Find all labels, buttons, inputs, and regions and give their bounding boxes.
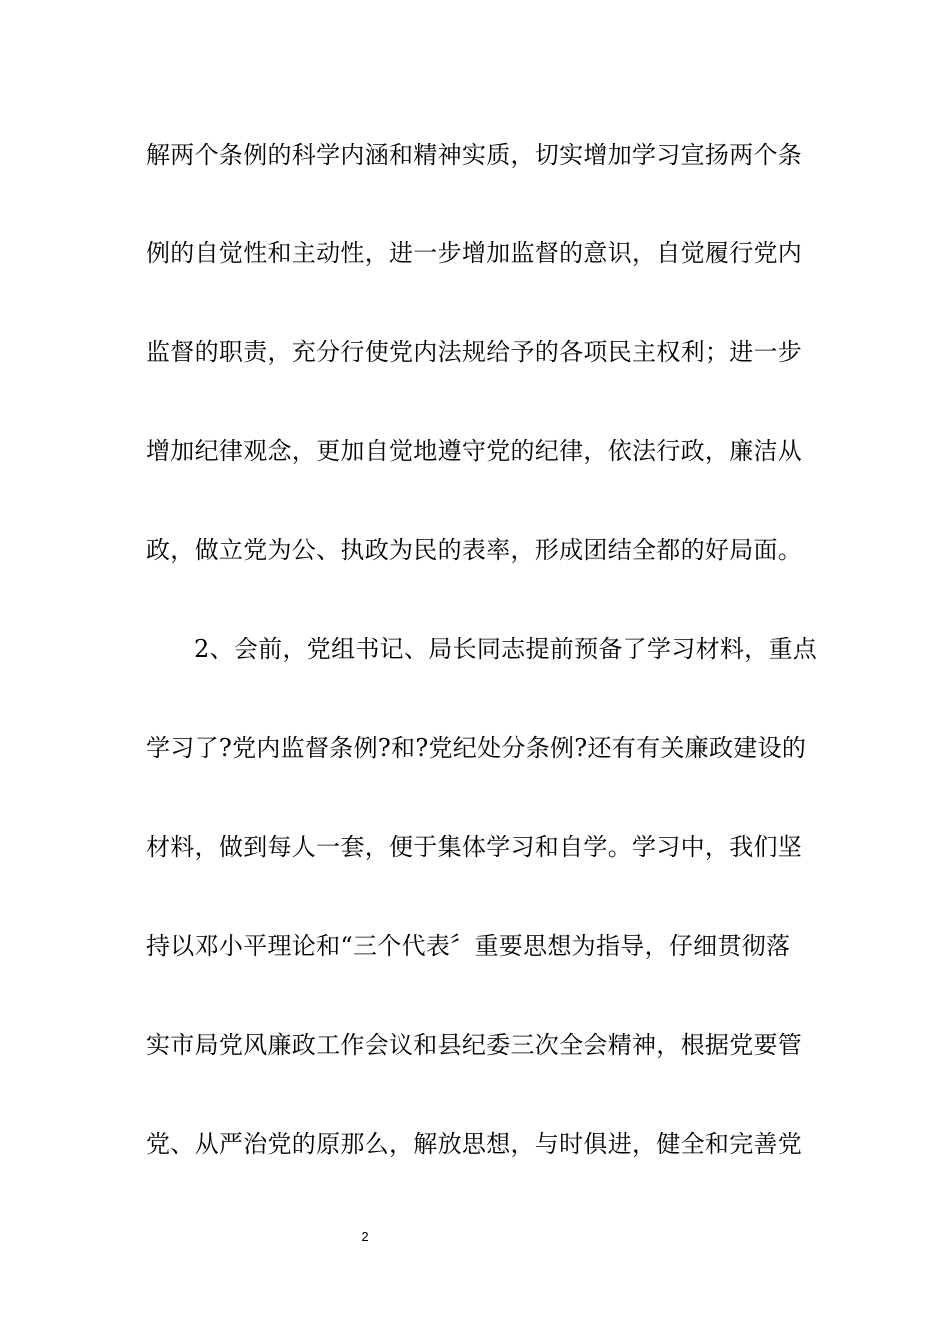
text-line: 党、从严治党的原那么，解放思想，与时俱进，健全和完善党 [146,1130,803,1158]
text-line: 材料，做到每人一套，便于集体学习和自学。学习中，我们坚 [146,833,803,861]
text-line: 实市局党风廉政工作会议和县纪委三次全会精神，根据党要管 [146,1031,803,1059]
page-number: 2 [361,1229,369,1244]
text-line: 解两个条例的科学内涵和精神实质，切实增加学习宣扬两个条 [146,141,803,169]
text-line: 增加纪律观念，更加自觉地遵守党的纪律，依法行政，廉洁从 [146,437,803,465]
text-line: 政，做立党为公、执政为民的表率，形成团结全都的好局面。 [146,536,803,564]
text-line: 例的自觉性和主动性，进一步增加监督的意识，自觉履行党内 [146,239,803,267]
text-line: 监督的职责，充分行使党内法规给予的各项民主权利；进一步 [146,338,803,366]
text-line: 学习了?党内监督条例?和?党纪处分条例?还有有关廉政建设的 [146,734,807,762]
paragraph-start-line: 2、会前，党组书记、局长同志提前预备了学习材料，重点 [194,635,818,663]
text-line: 持以邓小平理论和“三个代表〞重要思想为指导，仔细贯彻落 [146,932,791,960]
